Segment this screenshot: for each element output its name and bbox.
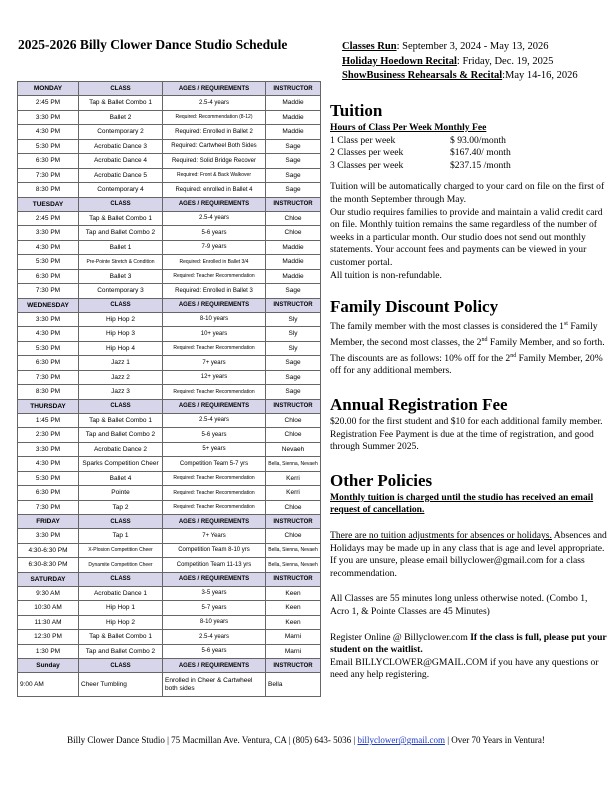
class-name: Tap & Ballet Combo 1 bbox=[79, 630, 163, 645]
class-time: 4:30-6:30 PM bbox=[18, 543, 79, 558]
class-row bbox=[18, 183, 321, 198]
day-header-row bbox=[18, 298, 321, 312]
class-instructor: Sly bbox=[266, 341, 321, 356]
other-heading: Other Policies bbox=[330, 470, 433, 490]
email-link[interactable]: billyclower@gmail.com bbox=[357, 735, 445, 745]
class-name: Ballet 1 bbox=[79, 240, 163, 255]
class-requirements: Required: Enrolled in Ballet 3 bbox=[163, 284, 266, 299]
class-instructor: Keen bbox=[266, 615, 321, 630]
class-requirements: Required: Teacher Recommendation bbox=[163, 471, 266, 486]
class-row bbox=[18, 240, 321, 255]
class-row bbox=[18, 154, 321, 169]
class-requirements: 5-6 years bbox=[163, 226, 266, 241]
class-name: Tap & Ballet Combo 1 bbox=[79, 413, 163, 428]
class-time: 2:45 PM bbox=[18, 211, 79, 226]
class-time: 5:30 PM bbox=[18, 139, 79, 154]
class-requirements: 7+ years bbox=[163, 356, 266, 371]
class-requirements: Required: Teacher Recommendation bbox=[163, 341, 266, 356]
showbiz-line: ShowBusiness Rehearsals & Recital:May 14-16, 2026 bbox=[342, 70, 578, 81]
class-name: Jazz 1 bbox=[79, 356, 163, 371]
class-name: Ballet 3 bbox=[79, 269, 163, 284]
class-row bbox=[18, 139, 321, 154]
class-row bbox=[18, 673, 321, 697]
class-requirements: 2.5-4 years bbox=[163, 96, 266, 111]
class-row bbox=[18, 211, 321, 226]
class-row bbox=[18, 457, 321, 472]
fee-list bbox=[330, 135, 608, 173]
class-row bbox=[18, 615, 321, 630]
class-time: 7:30 PM bbox=[18, 284, 79, 299]
day-label: MONDAY bbox=[18, 82, 79, 96]
class-requirements: Competition Team 8-10 yrs bbox=[163, 543, 266, 558]
class-column-header: CLASS bbox=[79, 515, 163, 529]
fee-classes: 1 Class per week bbox=[330, 134, 396, 146]
class-time: 4:30 PM bbox=[18, 240, 79, 255]
class-requirements: Required: Cartwheel Both Sides bbox=[163, 139, 266, 154]
class-name: Jazz 2 bbox=[79, 370, 163, 385]
class-requirements: 2.5-4 years bbox=[163, 630, 266, 645]
class-requirements: 7-9 years bbox=[163, 240, 266, 255]
class-name: Acrobatic Dance 5 bbox=[79, 168, 163, 183]
class-time: 11:30 AM bbox=[18, 615, 79, 630]
fee-amount: $ 93.00/month bbox=[450, 134, 506, 146]
class-row bbox=[18, 601, 321, 616]
class-time: 3:30 PM bbox=[18, 442, 79, 457]
class-column-header: CLASS bbox=[79, 572, 163, 586]
fee-amount: $167.40/ month bbox=[450, 147, 511, 159]
fee-classes: 2 Classes per week bbox=[330, 147, 404, 159]
cancellation-note: Monthly tuition is charged until the studio has received an email request of cancellation. bbox=[330, 491, 594, 516]
class-column-header: CLASS bbox=[79, 399, 163, 413]
class-requirements: 5+ years bbox=[163, 442, 266, 457]
class-instructor: Sage bbox=[266, 284, 321, 299]
class-name: Tap and Ballet Combo 2 bbox=[79, 428, 163, 443]
class-name: Hip Hop 4 bbox=[79, 341, 163, 356]
class-instructor: Bella, Sienna, Nevaeh bbox=[266, 543, 321, 558]
class-name: Cheer Tumbling bbox=[79, 673, 163, 697]
instructor-column-header: INSTRUCTOR bbox=[266, 82, 321, 96]
day-header-row bbox=[18, 515, 321, 529]
class-name: Tap 2 bbox=[79, 500, 163, 515]
classes-run-line: Classes Run: September 3, 2024 - May 13, 2026 bbox=[342, 41, 549, 52]
class-time: 8:30 PM bbox=[18, 183, 79, 198]
class-row bbox=[18, 226, 321, 241]
ages-column-header: AGES / REQUIREMENTS bbox=[163, 298, 266, 312]
discount-heading: Family Discount Policy bbox=[330, 297, 499, 317]
page-title: 2025-2026 Billy Clower Dance Studio Schedule bbox=[18, 37, 288, 52]
class-requirements: Required: Teacher Recommendation bbox=[163, 500, 266, 515]
adjustments-text: There are no tuition adjustments for absences or holidays. Absences and Holidays may be made up in any class that is age and level appropriate. If you are unsure, please email billyclower@gmail.com for a class recommendation. bbox=[330, 530, 607, 579]
fee-row bbox=[330, 147, 608, 160]
ages-column-header: AGES / REQUIREMENTS bbox=[163, 659, 266, 673]
class-time: 9:00 AM bbox=[18, 673, 79, 697]
class-time: 5:30 PM bbox=[18, 471, 79, 486]
class-time: 4:30 PM bbox=[18, 457, 79, 472]
day-label: SATURDAY bbox=[18, 572, 79, 586]
class-instructor: Maddie bbox=[266, 269, 321, 284]
class-instructor: Maddie bbox=[266, 125, 321, 140]
fee-row bbox=[330, 135, 608, 148]
class-name: Ballet 2 bbox=[79, 110, 163, 125]
class-time: 7:30 PM bbox=[18, 370, 79, 385]
class-row bbox=[18, 327, 321, 342]
instructor-column-header: INSTRUCTOR bbox=[266, 572, 321, 586]
class-instructor: Sage bbox=[266, 356, 321, 371]
class-name: Tap & Ballet Combo 1 bbox=[79, 96, 163, 111]
class-row bbox=[18, 168, 321, 183]
class-name: Hip Hop 2 bbox=[79, 312, 163, 327]
class-row bbox=[18, 96, 321, 111]
class-requirements: Required: Teacher Recommendation bbox=[163, 269, 266, 284]
tuition-heading: Tuition bbox=[330, 101, 383, 120]
class-instructor: Maddie bbox=[266, 110, 321, 125]
class-requirements: Required: Recommendation (8-12) bbox=[163, 110, 266, 125]
fee-classes: 3 Classes per week bbox=[330, 159, 404, 171]
schedule-table bbox=[17, 81, 321, 697]
ages-column-header: AGES / REQUIREMENTS bbox=[163, 82, 266, 96]
class-row bbox=[18, 644, 321, 659]
recital-line: Holiday Hoedown Recital: Friday, Dec. 19, 2025 bbox=[342, 55, 554, 67]
tuition-subhead: Hours of Class Per Week Monthly Fee bbox=[330, 122, 487, 133]
class-time: 3:30 PM bbox=[18, 312, 79, 327]
email-text: Email BILLYCLOWER@GMAIL.COM if you have any questions or need any help registering. bbox=[330, 656, 599, 681]
class-row bbox=[18, 428, 321, 443]
instructor-column-header: INSTRUCTOR bbox=[266, 659, 321, 673]
class-row bbox=[18, 630, 321, 645]
class-time: 4:30 PM bbox=[18, 327, 79, 342]
class-time: 1:45 PM bbox=[18, 413, 79, 428]
class-requirements: Competition Team 5-7 yrs bbox=[163, 457, 266, 472]
class-requirements: Enrolled in Cheer & Cartwheel both sides bbox=[163, 673, 266, 697]
class-row bbox=[18, 486, 321, 501]
class-name: Dynamite Competition Cheer bbox=[79, 558, 163, 573]
class-time: 6:30 PM bbox=[18, 356, 79, 371]
class-name: Acrobatic Dance 3 bbox=[79, 139, 163, 154]
class-time: 9:30 AM bbox=[18, 586, 79, 601]
class-requirements: 10+ years bbox=[163, 327, 266, 342]
class-instructor: Sage bbox=[266, 385, 321, 400]
class-row bbox=[18, 529, 321, 544]
class-time: 1:30 PM bbox=[18, 644, 79, 659]
class-requirements: Competition Team 11-13 yrs bbox=[163, 558, 266, 573]
instructor-column-header: INSTRUCTOR bbox=[266, 298, 321, 312]
class-row bbox=[18, 413, 321, 428]
class-name: Tap 1 bbox=[79, 529, 163, 544]
class-time: 5:30 PM bbox=[18, 341, 79, 356]
class-row bbox=[18, 558, 321, 573]
class-name: Hip Hop 3 bbox=[79, 327, 163, 342]
class-requirements: 8-10 years bbox=[163, 312, 266, 327]
season-dates bbox=[342, 40, 578, 84]
class-instructor: Chloe bbox=[266, 413, 321, 428]
class-instructor: Kerri bbox=[266, 486, 321, 501]
class-time: 6:30 PM bbox=[18, 154, 79, 169]
class-instructor: Marni bbox=[266, 644, 321, 659]
class-requirements: Required: Enrolled in Ballet 2 bbox=[163, 125, 266, 140]
class-name: Sparks Competition Cheer bbox=[79, 457, 163, 472]
instructor-column-header: INSTRUCTOR bbox=[266, 197, 321, 211]
ages-column-header: AGES / REQUIREMENTS bbox=[163, 399, 266, 413]
tuition-text: Our studio requires families to provide and maintain a valid credit card on file. Monthly tuition remains the same regardless of the number of weeks in a particular month. Our studio does not send out monthly statements. Your account fees and payments can be viewed in your customer portal. bbox=[330, 206, 603, 268]
class-row bbox=[18, 500, 321, 515]
class-instructor: Chloe bbox=[266, 428, 321, 443]
register-text: Register Online @ Billyclower.com If the class is full, please put your student on the waitlist. bbox=[330, 631, 607, 656]
class-time: 3:30 PM bbox=[18, 110, 79, 125]
ages-column-header: AGES / REQUIREMENTS bbox=[163, 197, 266, 211]
class-row bbox=[18, 471, 321, 486]
day-label: Sunday bbox=[18, 659, 79, 673]
class-column-header: CLASS bbox=[79, 659, 163, 673]
class-row bbox=[18, 543, 321, 558]
footer: Billy Clower Dance Studio | 75 Macmillan Ave. Ventura, CA | (805) 643- 5036 | billyclower@gmail.com | Over 70 Years in Ventura! bbox=[67, 735, 545, 745]
class-time: 6:30-8:30 PM bbox=[18, 558, 79, 573]
class-time: 2:30 PM bbox=[18, 428, 79, 443]
class-instructor: Sage bbox=[266, 183, 321, 198]
class-instructor: Keen bbox=[266, 586, 321, 601]
tuition-text: Tuition will be automatically charged to your card on file on the first of the month September through May. bbox=[330, 181, 605, 205]
class-row bbox=[18, 110, 321, 125]
class-instructor: Marni bbox=[266, 630, 321, 645]
tuition-text: All tuition is non-refundable. bbox=[330, 269, 442, 281]
day-label: FRIDAY bbox=[18, 515, 79, 529]
class-row bbox=[18, 385, 321, 400]
class-instructor: Sage bbox=[266, 168, 321, 183]
discount-text: The family member with the most classes is considered the 1st Family Member, the second most classes, the 2nd Family Member, and so forth. The discounts are as follows: 10% off for the 2nd Family Member, 20% off for any additional members. bbox=[330, 321, 605, 377]
class-instructor: Maddie bbox=[266, 96, 321, 111]
class-requirements: 12+ years bbox=[163, 370, 266, 385]
fee-row bbox=[330, 160, 608, 173]
class-instructor: Sage bbox=[266, 154, 321, 169]
day-header-row bbox=[18, 197, 321, 211]
class-time: 7:30 PM bbox=[18, 168, 79, 183]
class-requirements: Required: Teacher Recommendation bbox=[163, 385, 266, 400]
class-name: Contemporary 3 bbox=[79, 284, 163, 299]
class-instructor: Chloe bbox=[266, 529, 321, 544]
class-name: Acrobatic Dance 1 bbox=[79, 586, 163, 601]
class-name: Contemporary 4 bbox=[79, 183, 163, 198]
class-column-header: CLASS bbox=[79, 298, 163, 312]
class-row bbox=[18, 255, 321, 270]
day-header-row bbox=[18, 659, 321, 673]
class-instructor: Chloe bbox=[266, 226, 321, 241]
class-instructor: Bella, Sienna, Nevaeh bbox=[266, 457, 321, 472]
class-requirements: Required: enrolled in Ballet 4 bbox=[163, 183, 266, 198]
class-row bbox=[18, 125, 321, 140]
class-name: Acrobatic Dance 4 bbox=[79, 154, 163, 169]
class-instructor: Nevaeh bbox=[266, 442, 321, 457]
class-name: Contemporary 2 bbox=[79, 125, 163, 140]
class-row bbox=[18, 269, 321, 284]
class-instructor: Chloe bbox=[266, 211, 321, 226]
instructor-column-header: INSTRUCTOR bbox=[266, 515, 321, 529]
class-instructor: Chloe bbox=[266, 500, 321, 515]
class-instructor: Keen bbox=[266, 601, 321, 616]
class-instructor: Maddie bbox=[266, 240, 321, 255]
class-requirements: Required: Enrolled in Ballet 3/4 bbox=[163, 255, 266, 270]
class-instructor: Sage bbox=[266, 139, 321, 154]
class-column-header: CLASS bbox=[79, 82, 163, 96]
class-requirements: 2.5-4 years bbox=[163, 211, 266, 226]
class-name: Acrobatic Dance 2 bbox=[79, 442, 163, 457]
ages-column-header: AGES / REQUIREMENTS bbox=[163, 515, 266, 529]
day-header-row bbox=[18, 82, 321, 96]
class-time: 4:30 PM bbox=[18, 125, 79, 140]
class-row bbox=[18, 312, 321, 327]
class-time: 7:30 PM bbox=[18, 500, 79, 515]
class-requirements: Required: Solid Bridge Recover bbox=[163, 154, 266, 169]
day-header-row bbox=[18, 572, 321, 586]
registration-text: $20.00 for the first student and $10 for each additional family member. Registration Fee Payment is due at the time of registration, and good through Summer 2025. bbox=[330, 416, 603, 453]
class-time: 8:30 PM bbox=[18, 385, 79, 400]
class-name: Ballet 4 bbox=[79, 471, 163, 486]
class-name: Jazz 3 bbox=[79, 385, 163, 400]
fee-amount: $237.15 /month bbox=[450, 159, 511, 171]
class-instructor: Kerri bbox=[266, 471, 321, 486]
class-instructor: Bella, Sienna, Nevaeh bbox=[266, 558, 321, 573]
class-instructor: Sage bbox=[266, 370, 321, 385]
class-time: 6:30 PM bbox=[18, 486, 79, 501]
class-name: Hip Hop 2 bbox=[79, 615, 163, 630]
class-time: 10:30 AM bbox=[18, 601, 79, 616]
class-name: Pre-Pointe Stretch & Condition bbox=[79, 255, 163, 270]
policies-column bbox=[330, 100, 608, 682]
class-instructor: Bella bbox=[266, 673, 321, 697]
class-time: 12:30 PM bbox=[18, 630, 79, 645]
class-time: 3:30 PM bbox=[18, 226, 79, 241]
day-header-row bbox=[18, 399, 321, 413]
day-label: THURSDAY bbox=[18, 399, 79, 413]
class-time: 3:30 PM bbox=[18, 529, 79, 544]
class-requirements: 8-10 years bbox=[163, 615, 266, 630]
class-requirements: 5-6 years bbox=[163, 644, 266, 659]
class-name: Tap and Ballet Combo 2 bbox=[79, 226, 163, 241]
class-time: 6:30 PM bbox=[18, 269, 79, 284]
class-requirements: Required: Teacher Recommendation bbox=[163, 486, 266, 501]
class-row bbox=[18, 284, 321, 299]
class-row bbox=[18, 356, 321, 371]
class-row bbox=[18, 341, 321, 356]
duration-text: All Classes are 55 minutes long unless otherwise noted. (Combo 1, Acro 1, & Pointe Classes are 45 Minutes) bbox=[330, 593, 588, 617]
class-requirements: 2.5-4 years bbox=[163, 413, 266, 428]
class-instructor: Sly bbox=[266, 327, 321, 342]
day-label: TUESDAY bbox=[18, 197, 79, 211]
class-name: Tap and Ballet Combo 2 bbox=[79, 644, 163, 659]
class-row bbox=[18, 370, 321, 385]
class-name: Pointe bbox=[79, 486, 163, 501]
class-requirements: 5-7 years bbox=[163, 601, 266, 616]
class-name: X-Plosion Competition Cheer bbox=[79, 543, 163, 558]
class-requirements: 5-6 years bbox=[163, 428, 266, 443]
class-instructor: Maddie bbox=[266, 255, 321, 270]
class-requirements: 7+ Years bbox=[163, 529, 266, 544]
class-instructor: Sly bbox=[266, 312, 321, 327]
ages-column-header: AGES / REQUIREMENTS bbox=[163, 572, 266, 586]
class-column-header: CLASS bbox=[79, 197, 163, 211]
class-name: Hip Hop 1 bbox=[79, 601, 163, 616]
class-row bbox=[18, 442, 321, 457]
class-row bbox=[18, 586, 321, 601]
instructor-column-header: INSTRUCTOR bbox=[266, 399, 321, 413]
class-time: 2:45 PM bbox=[18, 96, 79, 111]
registration-heading: Annual Registration Fee bbox=[330, 395, 508, 415]
day-label: WEDNESDAY bbox=[18, 298, 79, 312]
class-requirements: Required: Front & Back Walkover bbox=[163, 168, 266, 183]
class-name: Tap & Ballet Combo 1 bbox=[79, 211, 163, 226]
class-time: 5:30 PM bbox=[18, 255, 79, 270]
class-requirements: 3-5 years bbox=[163, 586, 266, 601]
